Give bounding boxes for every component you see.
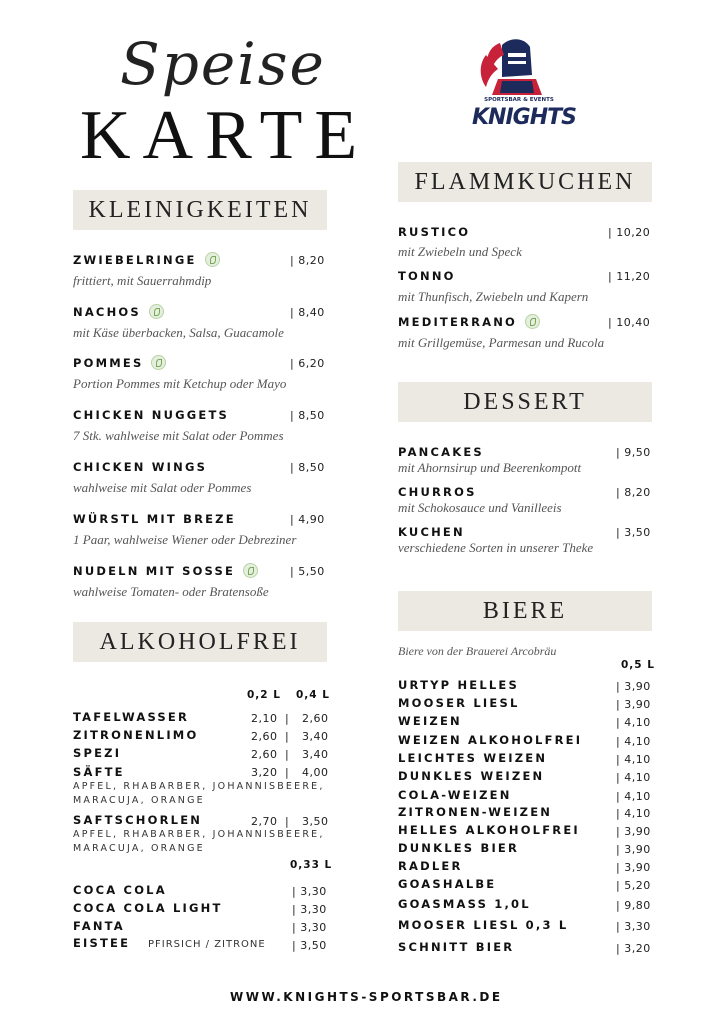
beer-name: HELLES ALKOHOLFREI bbox=[398, 823, 580, 837]
beer-name: RADLER bbox=[398, 859, 463, 873]
beer-price: | 4,10 bbox=[616, 753, 651, 766]
drink-name: COCA COLA LIGHT bbox=[73, 901, 223, 915]
beer-name: DUNKLES BIER bbox=[398, 841, 520, 855]
beer-price: | 3,90 bbox=[616, 825, 651, 838]
item-price: | 6,20 bbox=[290, 357, 325, 370]
item-name: CHICKEN NUGGETS bbox=[73, 408, 230, 422]
item-description: wahlweise mit Salat oder Pommes bbox=[73, 480, 252, 495]
drink-name: EISTEE bbox=[73, 936, 131, 950]
drink-varieties: APFEL, RHABARBER, JOHANNISBEERE, bbox=[73, 829, 325, 840]
beer-price: | 4,10 bbox=[616, 807, 651, 820]
item-description: frittiert, mit Sauerrahmdip bbox=[73, 273, 212, 288]
drink-name: ZITRONENLIMO bbox=[73, 728, 199, 742]
drink-name: SÄFTE bbox=[73, 765, 125, 779]
item-description: 7 Stk. wahlweise mit Salat oder Pommes bbox=[73, 428, 284, 443]
item-description: mit Grillgemüse, Parmesan und Rucola bbox=[398, 335, 605, 350]
beer-price: | 9,80 bbox=[616, 899, 651, 912]
beer-price: | 4,10 bbox=[616, 790, 651, 803]
item-name: TONNO bbox=[398, 269, 456, 283]
beer-name: MOOSER LIESL 0,3 L bbox=[398, 918, 569, 932]
item-description: verschiedene Sorten in unserer Theke bbox=[398, 540, 594, 555]
knights-logo bbox=[472, 35, 576, 140]
beer-name: GOASHALBE bbox=[398, 877, 497, 891]
item-price: | 8,40 bbox=[290, 306, 325, 319]
drink-price-small: 2,60 bbox=[251, 748, 278, 761]
logo-top-text: SPORTSBAR & EVENTS bbox=[484, 97, 554, 103]
drink-varieties: MARACUJA, ORANGE bbox=[73, 795, 205, 806]
beer-name: WEIZEN bbox=[398, 714, 462, 728]
website-link[interactable]: WWW.KNIGHTS-SPORTSBAR.DE bbox=[230, 990, 503, 1004]
beer-name: MOOSER LIESL bbox=[398, 696, 520, 710]
drink-price-large: 3,40 bbox=[302, 748, 329, 761]
item-name: ZWIEBELRINGE bbox=[73, 253, 220, 268]
beer-price: | 3,90 bbox=[616, 698, 651, 711]
page-title: KARTE bbox=[80, 97, 370, 174]
drink-varieties: MARACUJA, ORANGE bbox=[73, 843, 205, 854]
drink-name: COCA COLA bbox=[73, 883, 167, 897]
item-price: | 8,20 bbox=[616, 486, 651, 499]
beer-name: WEIZEN ALKOHOLFREI bbox=[398, 733, 583, 747]
item-name: NUDELN MIT SOSSE bbox=[73, 564, 258, 579]
item-price: | 8,50 bbox=[290, 461, 325, 474]
item-name: PANCAKES bbox=[398, 445, 484, 459]
drink-price-large: 2,60 bbox=[302, 712, 329, 725]
beer-name: GOASMASS 1,0L bbox=[398, 897, 531, 911]
vegetarian-icon bbox=[243, 563, 258, 578]
beer-name: COLA-WEIZEN bbox=[398, 788, 512, 802]
item-name: CHURROS bbox=[398, 485, 477, 499]
brewery-note: Biere von der Brauerei Arcobräu bbox=[398, 644, 557, 658]
item-description: mit Ahornsirup und Beerenkompott bbox=[398, 460, 582, 475]
item-description: 1 Paar, wahlweise Wiener oder Debreziner bbox=[73, 532, 297, 547]
item-name: WÜRSTL MIT BREZE bbox=[73, 512, 236, 526]
drink-name: FANTA bbox=[73, 919, 125, 933]
eistee-flavors: PFIRSICH / ZITRONE bbox=[148, 939, 266, 950]
vegetarian-icon bbox=[525, 314, 540, 329]
drink-price: | 3,50 bbox=[292, 939, 327, 952]
vegetarian-icon bbox=[149, 304, 164, 319]
drink-varieties: APFEL, RHABARBER, JOHANNISBEERE, bbox=[73, 781, 325, 792]
item-name: MEDITERRANO bbox=[398, 315, 540, 330]
item-price: | 9,50 bbox=[616, 446, 651, 459]
item-price: | 10,40 bbox=[608, 316, 651, 329]
script-title: Speise bbox=[120, 30, 326, 98]
item-description: mit Schokosauce und Vanilleeis bbox=[398, 500, 562, 515]
beer-price: | 4,10 bbox=[616, 735, 651, 748]
beer-price: | 3,20 bbox=[616, 942, 651, 955]
price-separator: | bbox=[285, 815, 290, 828]
beer-price: | 4,10 bbox=[616, 771, 651, 784]
section-biere-heading: BIERE bbox=[398, 591, 652, 631]
drink-price-large: 4,00 bbox=[302, 766, 329, 779]
section-kleinigkeiten-heading: KLEINIGKEITEN bbox=[73, 190, 327, 230]
beer-name: LEICHTES WEIZEN bbox=[398, 751, 548, 765]
drink-name: SAFTSCHORLEN bbox=[73, 813, 203, 827]
beer-price: | 4,10 bbox=[616, 716, 651, 729]
beer-price: | 3,90 bbox=[616, 843, 651, 856]
item-price: | 8,20 bbox=[290, 254, 325, 267]
drink-name: TAFELWASSER bbox=[73, 710, 190, 724]
item-price: | 5,50 bbox=[290, 565, 325, 578]
drink-price: | 3,30 bbox=[292, 921, 327, 934]
beer-name: SCHNITT BIER bbox=[398, 940, 515, 954]
drink-price: | 3,30 bbox=[292, 903, 327, 916]
drink-price-large: 3,40 bbox=[302, 730, 329, 743]
price-separator: | bbox=[285, 748, 290, 761]
price-separator: | bbox=[285, 730, 290, 743]
price-separator: | bbox=[285, 712, 290, 725]
beer-name: DUNKLES WEIZEN bbox=[398, 769, 545, 783]
item-price: | 4,90 bbox=[290, 513, 325, 526]
drink-price-small: 2,70 bbox=[251, 815, 278, 828]
column-header-02: 0,2 L bbox=[247, 689, 281, 701]
item-price: | 10,20 bbox=[608, 226, 651, 239]
drink-price-large: 3,50 bbox=[302, 815, 329, 828]
item-name: POMMES bbox=[73, 356, 166, 371]
logo-brand: KNIGHTS bbox=[472, 105, 576, 130]
drink-price: | 3,30 bbox=[292, 885, 327, 898]
item-price: | 3,50 bbox=[616, 526, 651, 539]
item-description: mit Zwiebeln und Speck bbox=[398, 244, 522, 259]
item-description: mit Käse überbacken, Salsa, Guacamole bbox=[73, 325, 284, 340]
section-alkoholfrei-heading: ALKOHOLFREI bbox=[73, 622, 327, 662]
section-dessert-heading: DESSERT bbox=[398, 382, 652, 422]
section-flammkuchen-heading: FLAMMKUCHEN bbox=[398, 162, 652, 202]
price-separator: | bbox=[285, 766, 290, 779]
item-name: KUCHEN bbox=[398, 525, 465, 539]
beer-price: | 3,90 bbox=[616, 680, 651, 693]
drink-price-small: 2,60 bbox=[251, 730, 278, 743]
column-header-04: 0,4 L bbox=[296, 689, 330, 701]
column-header-05: 0,5 L bbox=[621, 659, 655, 671]
column-header-033: 0,33 L bbox=[290, 859, 333, 871]
item-name: CHICKEN WINGS bbox=[73, 460, 208, 474]
vegetarian-icon bbox=[205, 252, 220, 267]
beer-price: | 3,90 bbox=[616, 861, 651, 874]
beer-price: | 3,30 bbox=[616, 920, 651, 933]
item-price: | 11,20 bbox=[608, 270, 651, 283]
item-description: Portion Pommes mit Ketchup oder Mayo bbox=[73, 376, 287, 391]
drink-price-small: 3,20 bbox=[251, 766, 278, 779]
item-description: mit Thunfisch, Zwiebeln und Kapern bbox=[398, 289, 589, 304]
item-description: wahlweise Tomaten- oder Bratensoße bbox=[73, 584, 269, 599]
drink-price-small: 2,10 bbox=[251, 712, 278, 725]
item-name: RUSTICO bbox=[398, 225, 471, 239]
beer-name: ZITRONEN-WEIZEN bbox=[398, 805, 553, 819]
item-name: NACHOS bbox=[73, 305, 164, 320]
vegetarian-icon bbox=[151, 355, 166, 370]
beer-name: URTYP HELLES bbox=[398, 678, 519, 692]
beer-price: | 5,20 bbox=[616, 879, 651, 892]
item-price: | 8,50 bbox=[290, 409, 325, 422]
drink-name: SPEZI bbox=[73, 746, 122, 760]
